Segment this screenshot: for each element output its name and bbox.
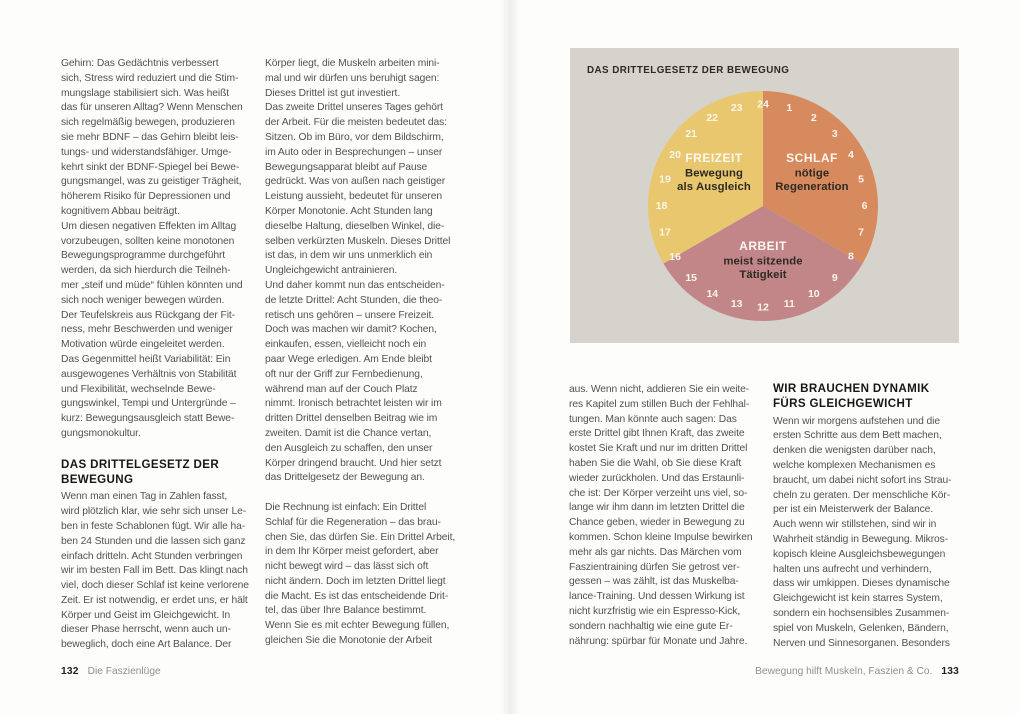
section-heading: DAS DRITTELGESETZ DER BEWEGUNG xyxy=(61,457,220,486)
segment-sublabel: meist sitzende xyxy=(723,255,803,268)
clock-number-1: 1 xyxy=(786,102,793,114)
clock-number-4: 4 xyxy=(847,149,854,162)
segment-sublabel: Bewegung xyxy=(685,167,743,180)
text-column-3 xyxy=(569,383,755,651)
clock-number-12: 12 xyxy=(757,301,769,314)
clock-number-21: 21 xyxy=(685,128,698,141)
clock-number-15: 15 xyxy=(685,271,698,284)
segment-sublabel: nötige xyxy=(794,167,830,180)
segment-label-schlaf: SCHLAF xyxy=(786,151,838,165)
segment-sublabel: als Ausgleich xyxy=(677,181,751,193)
text-column-4 xyxy=(773,383,959,651)
page-number-right: 133 xyxy=(941,666,959,677)
segment-sublabel: Tätigkeit xyxy=(739,269,787,281)
section-heading: WIR BRAUCHEN DYNAMIK FÜRS GLEICHGEWICHT xyxy=(773,382,930,410)
clock-number-20: 20 xyxy=(669,149,681,162)
paragraph: Die Rechnung ist einfach: Ein Drittel Schlaf für die Regeneration – das brau- chen Sie, das dürfen Sie. Ein Drittel Arbeit, in dem Ihr Körper meist gefordert, aber nicht bewegt wird – das lässt sich oft nicht ändern. Doch im letzten Drittel liegt die Macht. Es ist das entscheidende Drit- tel, das über Ihre Balance bestimmt. Wenn Sie es mit echter Bewegung füllen, gleichen Sie die Monotonie der Arbeit xyxy=(265,501,456,647)
clock-number-19: 19 xyxy=(659,173,671,186)
segment-label-arbeit: ARBEIT xyxy=(739,239,787,253)
clock-number-22: 22 xyxy=(706,112,719,125)
chart-title: DAS DRITTELGESETZ DER BEWEGUNG xyxy=(587,65,790,76)
page-footer-left xyxy=(61,665,161,679)
clock-number-17: 17 xyxy=(659,226,671,239)
paragraph: aus. Wenn nicht, addieren Sie ein weite- res Kapitel zum stillen Buch der Fehlhal- tungen. Man könnte auch sagen: Das erste Drittel gibt Ihnen Kraft, das zweite kostet Sie Kraft und nur im dritten Drittel haben Sie die Wahl, ob Sie diese Kraft wieder zurückholen. Und das Erstaunli- che ist: Der Körper verzeiht uns viel, so- lange wir ihm dann im letzten Drittel die Chance geben, wieder in Bewegung zu kommen. Schon kleine Impulse bewirken mehr als gar nichts. Das Märchen vom Faszientraining dürfen Sie getrost ver- gessen – was zählt, ist das Muskelba- lance-Training. Und dessen Wirkung ist nicht kurzfristig wie ein Espresso-Kick, sondern nachhaltig wie eine gute Er- nährung: spürbar für Monate und Jahre. xyxy=(569,384,753,647)
pie-chart xyxy=(570,48,959,343)
chapter-title-right: Bewegung hilft Muskeln, Faszien & Co. xyxy=(755,666,933,677)
clock-number-13: 13 xyxy=(730,298,743,310)
chapter-title-left: Die Faszienlüge xyxy=(87,666,161,677)
page-footer-right xyxy=(755,665,959,679)
clock-number-7: 7 xyxy=(858,226,864,239)
clock-number-11: 11 xyxy=(783,298,795,310)
chart-panel xyxy=(570,48,959,343)
clock-number-6: 6 xyxy=(861,200,868,212)
clock-number-2: 2 xyxy=(810,112,817,125)
segment-label-freizeit: FREIZEIT xyxy=(685,151,743,165)
paragraph: Wenn wir morgens aufstehen und die ersten Schritte aus dem Bett machen, denken die wenigsten darüber nach, welche komplexen Mechanismen es braucht, um dabei nicht sofort ins Strau- cheln zu geraten. Der menschliche Kör- per ist ein Meisterwerk der Balance. Auch wenn wir stillstehen, sind wir in Wahrheit ständig in Bewegung. Mikros- kopisch kleine Ausgleichsbewegungen halten uns aufrecht und verhindern, dass wir umkippen. Dieses dynamische Gleichgewicht ist kein starres System, sondern ein hochsensibles Zusammen- spiel von Muskeln, Gelenken, Bändern, Nerven und Sinnesorganen. Besonders xyxy=(773,415,952,649)
paragraph: Gehirn: Das Gedächtnis verbessert sich, Stress wird reduziert und die Stim- mungslage stabilisiert sich. Was heißt das für unseren Alltag? Wenn Menschen sich regelmäßig bewegen, produzieren sie mehr BDNF – das Gehirn bleibt leis- tungs- und widerstandsfähiger. Umge- kehrt sinkt der BDNF-Spiegel bei Bewe- gungsmangel, was zu geistiger Trägheit, höherem Risiko für Depressionen und kognitivem Abbau beiträgt. Um diesen negativen Effekten im Alltag vorzubeugen, sollten keine monotonen Bewegungsprogramme durchgeführt werden, da sich hierdurch die Teilneh- mer „steif und müde“ fühlen könnten und sich noch weniger bewegen würden. Der Teufelskreis aus Rückgang der Fit- ness, mehr Beschwerden und weniger Motivation würde eingeleitet werden. Das Gegenmittel heißt Variabilität: Ein ausgewogenes Verhältnis von Stabilität und Flexibilität, wechselnde Bewe- gungswinkel, Tempi und Untergründe – kurz: Bewegungsausgleich statt Bewe- gungsmonokultur. xyxy=(61,58,243,439)
clock-number-10: 10 xyxy=(807,287,820,300)
clock-number-18: 18 xyxy=(655,200,668,212)
page-number-left: 132 xyxy=(61,666,79,677)
right-page-columns xyxy=(569,383,959,651)
clock-number-9: 9 xyxy=(831,271,838,284)
paragraph: Wenn man einen Tag in Zahlen fasst, wird plötzlich klar, wie sehr sich unser Le- ben in feste Schablonen fügt. Wir alle ha- ben 24 Stunden und die lassen sich ganz einfach dritteln. Acht Stunden verbringen wir im besten Fall im Bett. Das klingt nach viel, doch dieser Schlaf ist keine verlorene Zeit. Er ist notwendig, er erdet uns, er hält Körper und Geist im Gleichgewicht. In dieser Phase herrscht, wenn auch un- beweglich, doch eine Art Balance. Der xyxy=(61,491,249,651)
paragraph: Körper liegt, die Muskeln arbeiten mini- mal und wir dürfen uns beruhigt sagen: Dieses Drittel ist gut investiert. Das zweite Drittel unseres Tages gehört der Arbeit. Für die meisten bedeutet das: Sitzen. Ob im Büro, vor dem Bildschirm, im Auto oder in Besprechungen – unser Bewegungsapparat bleibt auf Pause gedrückt. Was von außen nach geistiger Leistung aussieht, bedeutet für unseren Körper Monotonie. Acht Stunden lang dieselbe Haltung, dieselben Winkel, die- selben verkürzten Muskeln. Dieses Drittel ist das, in dem wir uns unmerklich ein Ungleichgewicht antrainieren. Und daher kommt nun das entscheiden- de letzte Drittel: Acht Stunden, die theo- retisch uns gehören – unsere Freizeit. Doch was machen wir damit? Kochen, einkaufen, essen, vielleicht noch ein paar Wege erledigen. Am Ende bleibt oft nur der Griff zur Fernbedienung, während man auf der Couch Platz nimmt. Ironisch betrachtet leisten wir im dritten Drittel denselben Beitrag wie im zweiten. Damit ist die Chance vertan, den Ausgleich zu schaffen, den unser Körper dringend braucht. Und hier setzt das Drittelgesetz der Bewegung an. xyxy=(265,58,451,484)
left-page-columns xyxy=(61,57,456,653)
page-right xyxy=(510,0,1020,714)
clock-number-3: 3 xyxy=(831,128,838,141)
clock-number-24: 24 xyxy=(757,98,769,111)
segment-sublabel: Regeneration xyxy=(775,181,849,193)
clock-number-5: 5 xyxy=(858,173,864,186)
clock-number-14: 14 xyxy=(706,287,719,300)
text-column-1 xyxy=(61,57,247,653)
clock-number-16: 16 xyxy=(669,250,681,263)
clock-number-23: 23 xyxy=(730,102,743,114)
text-column-2 xyxy=(265,57,456,653)
clock-number-8: 8 xyxy=(847,250,854,263)
paragraph-gap xyxy=(265,486,451,501)
